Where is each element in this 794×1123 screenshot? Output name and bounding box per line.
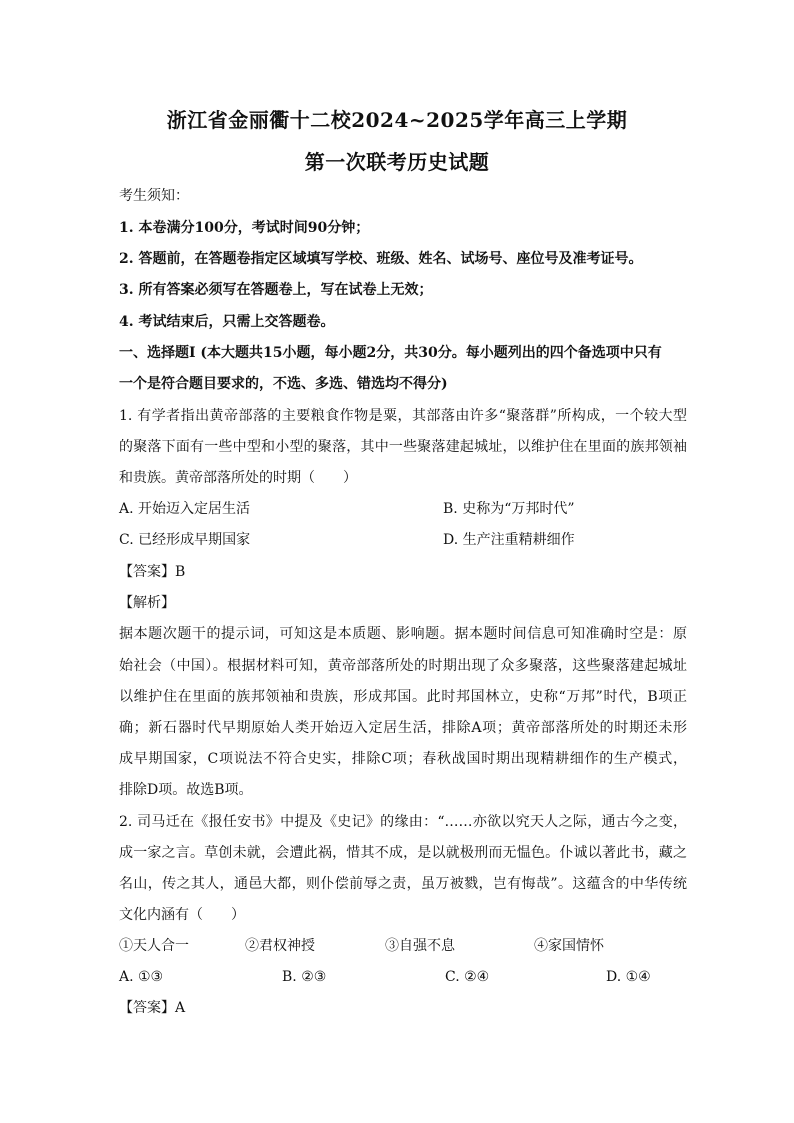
q2-answer: 【答案】A <box>119 1000 186 1016</box>
exam-title-line2: 第一次联考历史试题 <box>304 150 490 174</box>
q1-analysis-line6: 排除D项。故选B项。 <box>119 782 253 798</box>
q2-stem-line1: 2. 司马迁在《报任安书》中提及《史记》的缘由：“……亦欲以究天人之际，通古今之变， <box>119 814 687 830</box>
notice-item-2: 2. 答题前，在答题卷指定区域填写学校、班级、姓名、试场号、座位号及准考证号。 <box>119 251 643 267</box>
q1-analysis-heading: 【解析】 <box>119 595 175 611</box>
q2-stem-line3: 名山，传之其人，通邑大都，则仆偿前辱之责，虽万被戮，岂有悔哉”。这蕴含的中华传统 <box>119 876 687 892</box>
q1-analysis-line2: 始社会（中国）。根据材料可知，黄帝部落所处的时期出现了众多聚落，这些聚落建起城址 <box>119 658 687 674</box>
q1-analysis-line1: 据本题次题干的提示词，可知这是本质题、影响题。据本题时间信息可知准确时空是：原 <box>119 626 687 642</box>
notice-heading: 考生须知： <box>119 188 189 204</box>
notice-item-3: 3. 所有答案必须写在答题卷上，写在试卷上无效； <box>119 282 433 298</box>
q2-option-c: C. ②④ <box>445 969 490 985</box>
q2-option-b: B. ②③ <box>282 969 327 985</box>
q2-item-4: ④家国情怀 <box>534 938 604 954</box>
q1-option-a: A. 开始迈入定居生活 <box>119 501 251 517</box>
q2-stem-line2: 成一家之言。草创未就，会遭此祸，惜其不成，是以就极刑而无愠色。仆诚以著此书，藏之 <box>119 845 687 861</box>
q1-option-c: C. 已经形成早期国家 <box>119 532 251 548</box>
q1-option-d: D. 生产注重精耕细作 <box>443 532 575 548</box>
exam-title-line1: 浙江省金丽衢十二校2024~2025学年高三上学期 <box>166 108 628 132</box>
q1-option-b: B. 史称为“万邦时代” <box>443 501 575 517</box>
q1-analysis-line5: 成早期国家，C项说法不符合史实，排除C项；春秋战国时期出现精耕细作的生产模式， <box>119 751 687 767</box>
q2-option-d: D. ①④ <box>606 969 651 985</box>
section1-heading-line1: 一、选择题Ⅰ (本大题共15小题，每小题2分，共30分。每小题列出的四个备选项中只有 <box>119 345 662 361</box>
q2-option-a: A. ①③ <box>119 969 164 985</box>
q2-stem-line4: 文化内涵有（ ） <box>119 907 245 923</box>
q1-stem-line1: 1. 有学者指出黄帝部落的主要粮食作物是粟，其部落由许多“聚落群”所构成，一个较大型 <box>119 408 687 424</box>
notice-item-1: 1. 本卷满分100分，考试时间90分钟； <box>119 220 370 236</box>
q1-stem-line3: 和贵族。黄帝部落所处的时期（ ） <box>119 470 357 486</box>
section1-heading-line2: 一个是符合题目要求的，不选、多选、错选均不得分) <box>119 376 448 392</box>
q2-item-3: ③自强不息 <box>385 938 455 954</box>
q1-answer: 【答案】B <box>119 564 186 580</box>
q1-analysis-line4: 确；新石器时代早期原始人类开始迈入定居生活，排除A项；黄帝部落所处的时期还未形 <box>119 720 687 736</box>
q2-item-1: ①天人合一 <box>119 938 189 954</box>
q1-stem-line2: 的聚落下面有一些中型和小型的聚落，其中一些聚落建起城址，以维护住在里面的族邦领袖 <box>119 439 687 455</box>
q1-analysis-line3: 以维护住在里面的族邦领袖和贵族，形成邦国。此时邦国林立，史称“万邦”时代，B项正 <box>119 689 687 705</box>
notice-item-4: 4. 考试结束后，只需上交答题卷。 <box>119 314 335 330</box>
q2-item-2: ②君权神授 <box>245 938 315 954</box>
